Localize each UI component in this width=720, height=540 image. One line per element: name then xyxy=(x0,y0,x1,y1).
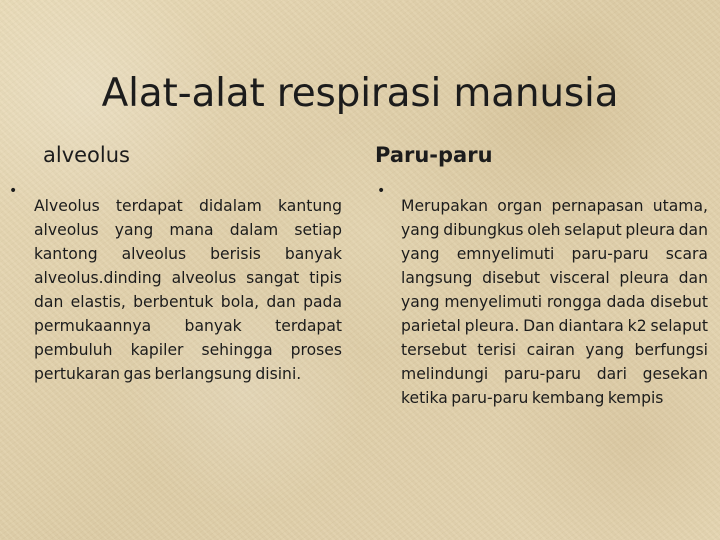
paru-paru-heading: Paru-paru xyxy=(375,143,493,167)
alveolus-bullet-marker: • xyxy=(9,183,18,199)
paru-paru-description: Merupakan organ pernapasan utama, yang dibungkus oleh selaput pleura dan yang emnyelimuti paru-paru scara langsung disebut visceral pleura dan yang menyelimuti rongga dada disebut parietal pleura. Dan diantara k2 selaput tersebut terisi cairan yang berfungsi melindungi paru-paru dari gesekan ketika paru-paru kembang kempis xyxy=(401,196,708,407)
alveolus-description: Alveolus terdapat didalam kantung alveolus yang mana dalam setiap kantong alveolus berisis banyak alveolus.dinding alveolus sangat tipis dan elastis, berbentuk bola, dan pada permukaannya banyak terdapat pembuluh kapiler sehingga proses pertukaran gas berlangsung disini. xyxy=(34,196,342,383)
slide-title: Alat-alat respirasi manusia xyxy=(101,71,619,117)
paru-paru-bullet-marker: • xyxy=(377,183,386,199)
alveolus-heading: alveolus xyxy=(43,143,130,167)
